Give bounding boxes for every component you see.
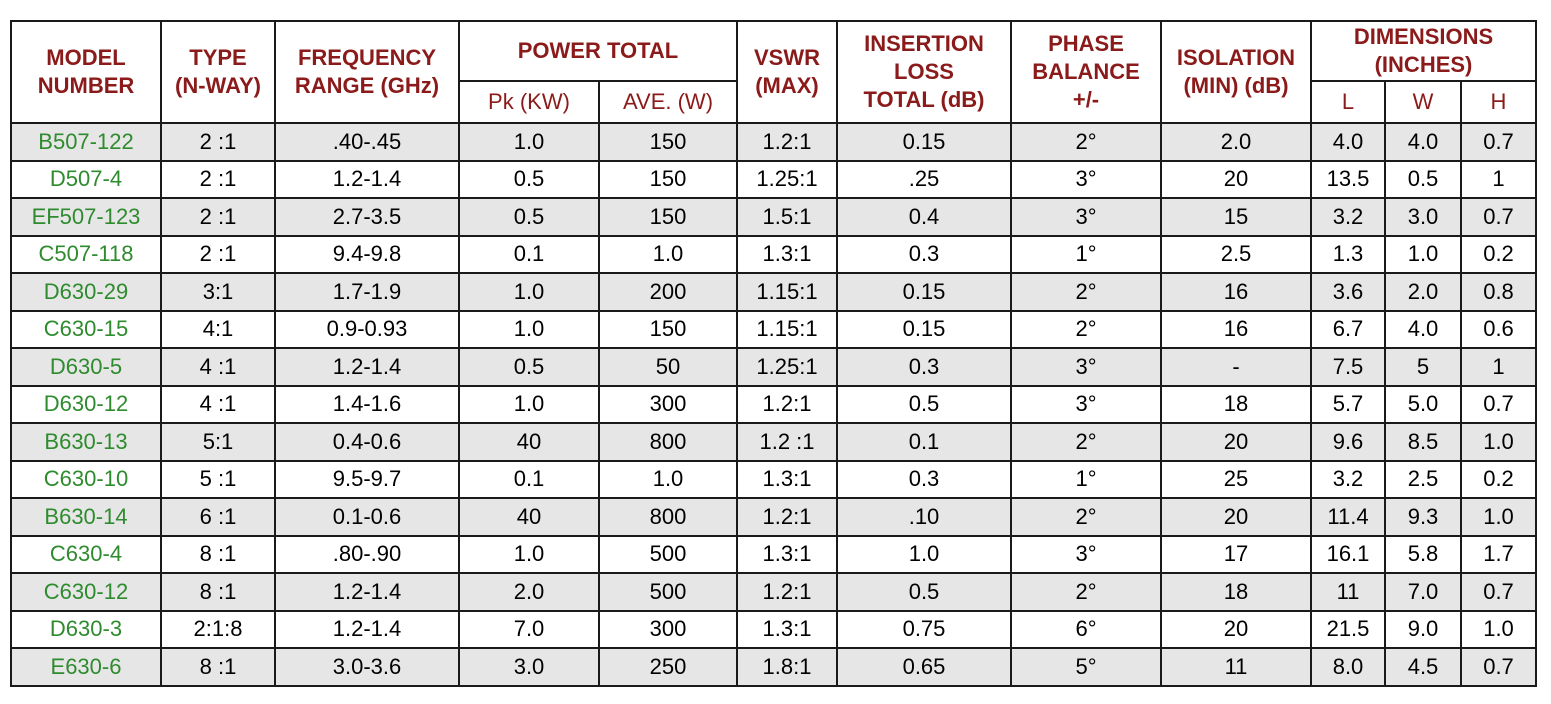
cell-phase-balance: 2°: [1011, 311, 1161, 349]
header-vswr: VSWR (MAX): [737, 21, 837, 123]
table-row: [11, 648, 1536, 686]
cell-phase-balance: 3°: [1011, 161, 1161, 199]
cell-type: 2 :1: [161, 161, 275, 199]
header-w: W: [1385, 81, 1461, 123]
table-body: [11, 123, 1536, 686]
cell-power-ave: 300: [599, 611, 737, 649]
cell-model-number: C630-15: [11, 311, 161, 349]
cell-power-pk: 0.1: [459, 236, 599, 274]
cell-dim-h: 0.2: [1461, 461, 1536, 499]
cell-dim-w: 5.8: [1385, 536, 1461, 574]
cell-dim-l: 9.6: [1311, 423, 1385, 461]
cell-dim-h: 0.7: [1461, 648, 1536, 686]
cell-insertion-loss: 0.1: [837, 423, 1011, 461]
cell-frequency: 1.4-1.6: [275, 386, 459, 424]
header-h: H: [1461, 81, 1536, 123]
table-row: [11, 311, 1536, 349]
cell-isolation: 17: [1161, 536, 1311, 574]
cell-phase-balance: 1°: [1011, 236, 1161, 274]
cell-frequency: 1.2-1.4: [275, 611, 459, 649]
cell-frequency: 0.4-0.6: [275, 423, 459, 461]
header-power-total: POWER TOTAL: [459, 21, 737, 81]
cell-dim-w: 0.5: [1385, 161, 1461, 199]
cell-dim-w: 5.0: [1385, 386, 1461, 424]
table-row: [11, 161, 1536, 199]
cell-dim-h: 0.7: [1461, 198, 1536, 236]
cell-dim-l: 3.6: [1311, 273, 1385, 311]
cell-model-number: D630-5: [11, 348, 161, 386]
cell-frequency: 0.1-0.6: [275, 498, 459, 536]
cell-model-number: C507-118: [11, 236, 161, 274]
cell-power-pk: 7.0: [459, 611, 599, 649]
cell-power-pk: 0.5: [459, 161, 599, 199]
table-row: [11, 273, 1536, 311]
cell-insertion-loss: 0.5: [837, 386, 1011, 424]
cell-model-number: E630-6: [11, 648, 161, 686]
cell-dim-h: 1: [1461, 161, 1536, 199]
cell-frequency: 0.9-0.93: [275, 311, 459, 349]
cell-dim-h: 0.2: [1461, 236, 1536, 274]
table-row: [11, 611, 1536, 649]
header-ave: AVE. (W): [599, 81, 737, 123]
cell-power-pk: 0.5: [459, 198, 599, 236]
cell-power-ave: 150: [599, 198, 737, 236]
cell-insertion-loss: 0.5: [837, 573, 1011, 611]
cell-model-number: C630-10: [11, 461, 161, 499]
cell-dim-w: 1.0: [1385, 236, 1461, 274]
cell-power-pk: 1.0: [459, 311, 599, 349]
cell-power-pk: 3.0: [459, 648, 599, 686]
table-row: [11, 198, 1536, 236]
cell-type: 5:1: [161, 423, 275, 461]
table-row: [11, 536, 1536, 574]
cell-dim-w: 2.0: [1385, 273, 1461, 311]
cell-dim-h: 1.7: [1461, 536, 1536, 574]
cell-vswr: 1.2:1: [737, 386, 837, 424]
cell-vswr: 1.3:1: [737, 461, 837, 499]
cell-vswr: 1.2:1: [737, 498, 837, 536]
cell-isolation: 20: [1161, 498, 1311, 536]
cell-type: 2:1:8: [161, 611, 275, 649]
cell-dim-w: 8.5: [1385, 423, 1461, 461]
cell-dim-h: 1: [1461, 348, 1536, 386]
cell-model-number: B630-13: [11, 423, 161, 461]
cell-power-ave: 500: [599, 573, 737, 611]
cell-type: 3:1: [161, 273, 275, 311]
cell-dim-w: 9.0: [1385, 611, 1461, 649]
cell-vswr: 1.25:1: [737, 348, 837, 386]
cell-vswr: 1.15:1: [737, 311, 837, 349]
cell-dim-h: 1.0: [1461, 423, 1536, 461]
cell-phase-balance: 2°: [1011, 423, 1161, 461]
cell-type: 2 :1: [161, 123, 275, 161]
cell-frequency: 9.4-9.8: [275, 236, 459, 274]
cell-model-number: D630-12: [11, 386, 161, 424]
cell-vswr: 1.3:1: [737, 236, 837, 274]
cell-model-number: D630-29: [11, 273, 161, 311]
cell-dim-l: 3.2: [1311, 461, 1385, 499]
cell-type: 5 :1: [161, 461, 275, 499]
cell-vswr: 1.2:1: [737, 123, 837, 161]
header-model-number: MODEL NUMBER: [11, 21, 161, 123]
cell-vswr: 1.15:1: [737, 273, 837, 311]
cell-dim-w: 5: [1385, 348, 1461, 386]
cell-power-pk: 40: [459, 498, 599, 536]
cell-power-pk: 1.0: [459, 273, 599, 311]
cell-power-ave: 1.0: [599, 461, 737, 499]
cell-type: 8 :1: [161, 573, 275, 611]
cell-type: 8 :1: [161, 536, 275, 574]
table-row: [11, 348, 1536, 386]
cell-phase-balance: 2°: [1011, 573, 1161, 611]
cell-frequency: .40-.45: [275, 123, 459, 161]
cell-type: 2 :1: [161, 198, 275, 236]
cell-isolation: 11: [1161, 648, 1311, 686]
header-isolation: ISOLATION (MIN) (dB): [1161, 21, 1311, 123]
cell-phase-balance: 3°: [1011, 348, 1161, 386]
cell-vswr: 1.3:1: [737, 536, 837, 574]
cell-type: 4:1: [161, 311, 275, 349]
cell-dim-l: 7.5: [1311, 348, 1385, 386]
cell-dim-l: 6.7: [1311, 311, 1385, 349]
cell-insertion-loss: 0.15: [837, 311, 1011, 349]
cell-frequency: 9.5-9.7: [275, 461, 459, 499]
cell-insertion-loss: 0.3: [837, 348, 1011, 386]
cell-dim-l: 11.4: [1311, 498, 1385, 536]
cell-phase-balance: 3°: [1011, 198, 1161, 236]
header-dimensions: DIMENSIONS (INCHES): [1311, 21, 1536, 81]
cell-type: 4 :1: [161, 348, 275, 386]
cell-dim-l: 3.2: [1311, 198, 1385, 236]
cell-power-ave: 50: [599, 348, 737, 386]
cell-isolation: 18: [1161, 573, 1311, 611]
cell-vswr: 1.25:1: [737, 161, 837, 199]
cell-insertion-loss: 0.15: [837, 123, 1011, 161]
header-pk: Pk (KW): [459, 81, 599, 123]
cell-power-pk: 0.5: [459, 348, 599, 386]
cell-dim-h: 0.7: [1461, 386, 1536, 424]
cell-vswr: 1.2:1: [737, 573, 837, 611]
cell-power-ave: 150: [599, 161, 737, 199]
cell-dim-l: 11: [1311, 573, 1385, 611]
table-row: [11, 461, 1536, 499]
cell-dim-l: 21.5: [1311, 611, 1385, 649]
table-row: [11, 236, 1536, 274]
cell-dim-l: 4.0: [1311, 123, 1385, 161]
cell-phase-balance: 6°: [1011, 611, 1161, 649]
cell-power-ave: 800: [599, 498, 737, 536]
cell-phase-balance: 1°: [1011, 461, 1161, 499]
cell-power-ave: 150: [599, 311, 737, 349]
cell-frequency: .80-.90: [275, 536, 459, 574]
cell-power-ave: 800: [599, 423, 737, 461]
header-phase-balance: PHASE BALANCE +/-: [1011, 21, 1161, 123]
table-header: [11, 21, 1536, 123]
cell-insertion-loss: 0.75: [837, 611, 1011, 649]
cell-dim-h: 1.0: [1461, 611, 1536, 649]
cell-vswr: 1.8:1: [737, 648, 837, 686]
cell-dim-h: 0.6: [1461, 311, 1536, 349]
header-l: L: [1311, 81, 1385, 123]
cell-isolation: -: [1161, 348, 1311, 386]
cell-insertion-loss: 1.0: [837, 536, 1011, 574]
cell-model-number: C630-12: [11, 573, 161, 611]
cell-dim-w: 9.3: [1385, 498, 1461, 536]
cell-dim-w: 4.0: [1385, 311, 1461, 349]
cell-isolation: 2.0: [1161, 123, 1311, 161]
table-row: [11, 573, 1536, 611]
cell-insertion-loss: 0.15: [837, 273, 1011, 311]
cell-power-ave: 250: [599, 648, 737, 686]
cell-dim-h: 0.7: [1461, 573, 1536, 611]
cell-power-pk: 1.0: [459, 536, 599, 574]
cell-dim-l: 8.0: [1311, 648, 1385, 686]
cell-model-number: B507-122: [11, 123, 161, 161]
cell-insertion-loss: 0.4: [837, 198, 1011, 236]
cell-model-number: C630-4: [11, 536, 161, 574]
cell-frequency: 3.0-3.6: [275, 648, 459, 686]
cell-dim-l: 16.1: [1311, 536, 1385, 574]
cell-model-number: D630-3: [11, 611, 161, 649]
cell-phase-balance: 2°: [1011, 123, 1161, 161]
cell-isolation: 20: [1161, 611, 1311, 649]
cell-isolation: 20: [1161, 161, 1311, 199]
cell-dim-l: 13.5: [1311, 161, 1385, 199]
cell-insertion-loss: 0.3: [837, 236, 1011, 274]
table-row: [11, 498, 1536, 536]
cell-type: 8 :1: [161, 648, 275, 686]
cell-isolation: 20: [1161, 423, 1311, 461]
power-divider-spec-table: [10, 20, 1537, 687]
table-row: [11, 123, 1536, 161]
cell-insertion-loss: 0.65: [837, 648, 1011, 686]
cell-dim-h: 1.0: [1461, 498, 1536, 536]
header-type: TYPE (N-WAY): [161, 21, 275, 123]
cell-isolation: 2.5: [1161, 236, 1311, 274]
cell-dim-w: 3.0: [1385, 198, 1461, 236]
cell-power-pk: 1.0: [459, 386, 599, 424]
cell-type: 6 :1: [161, 498, 275, 536]
cell-type: 4 :1: [161, 386, 275, 424]
cell-isolation: 25: [1161, 461, 1311, 499]
cell-phase-balance: 2°: [1011, 273, 1161, 311]
cell-insertion-loss: .25: [837, 161, 1011, 199]
cell-power-pk: 40: [459, 423, 599, 461]
cell-dim-l: 5.7: [1311, 386, 1385, 424]
cell-power-pk: 1.0: [459, 123, 599, 161]
cell-dim-w: 2.5: [1385, 461, 1461, 499]
cell-dim-w: 4.0: [1385, 123, 1461, 161]
cell-vswr: 1.2 :1: [737, 423, 837, 461]
cell-frequency: 1.7-1.9: [275, 273, 459, 311]
cell-phase-balance: 5°: [1011, 648, 1161, 686]
cell-power-ave: 1.0: [599, 236, 737, 274]
cell-vswr: 1.5:1: [737, 198, 837, 236]
cell-frequency: 2.7-3.5: [275, 198, 459, 236]
cell-power-pk: 2.0: [459, 573, 599, 611]
cell-isolation: 15: [1161, 198, 1311, 236]
cell-power-ave: 200: [599, 273, 737, 311]
cell-dim-l: 1.3: [1311, 236, 1385, 274]
cell-type: 2 :1: [161, 236, 275, 274]
cell-vswr: 1.3:1: [737, 611, 837, 649]
cell-phase-balance: 3°: [1011, 386, 1161, 424]
cell-frequency: 1.2-1.4: [275, 573, 459, 611]
table-row: [11, 386, 1536, 424]
cell-model-number: B630-14: [11, 498, 161, 536]
cell-model-number: D507-4: [11, 161, 161, 199]
cell-insertion-loss: .10: [837, 498, 1011, 536]
cell-insertion-loss: 0.3: [837, 461, 1011, 499]
cell-phase-balance: 3°: [1011, 536, 1161, 574]
header-insertion-loss: INSERTION LOSS TOTAL (dB): [837, 21, 1011, 123]
header-frequency-range: FREQUENCY RANGE (GHz): [275, 21, 459, 123]
cell-dim-w: 4.5: [1385, 648, 1461, 686]
cell-model-number: EF507-123: [11, 198, 161, 236]
cell-power-ave: 300: [599, 386, 737, 424]
cell-isolation: 18: [1161, 386, 1311, 424]
cell-dim-h: 0.8: [1461, 273, 1536, 311]
cell-isolation: 16: [1161, 273, 1311, 311]
cell-dim-h: 0.7: [1461, 123, 1536, 161]
cell-isolation: 16: [1161, 311, 1311, 349]
cell-frequency: 1.2-1.4: [275, 161, 459, 199]
cell-phase-balance: 2°: [1011, 498, 1161, 536]
cell-power-pk: 0.1: [459, 461, 599, 499]
cell-dim-w: 7.0: [1385, 573, 1461, 611]
cell-frequency: 1.2-1.4: [275, 348, 459, 386]
table-row: [11, 423, 1536, 461]
cell-power-ave: 150: [599, 123, 737, 161]
cell-power-ave: 500: [599, 536, 737, 574]
